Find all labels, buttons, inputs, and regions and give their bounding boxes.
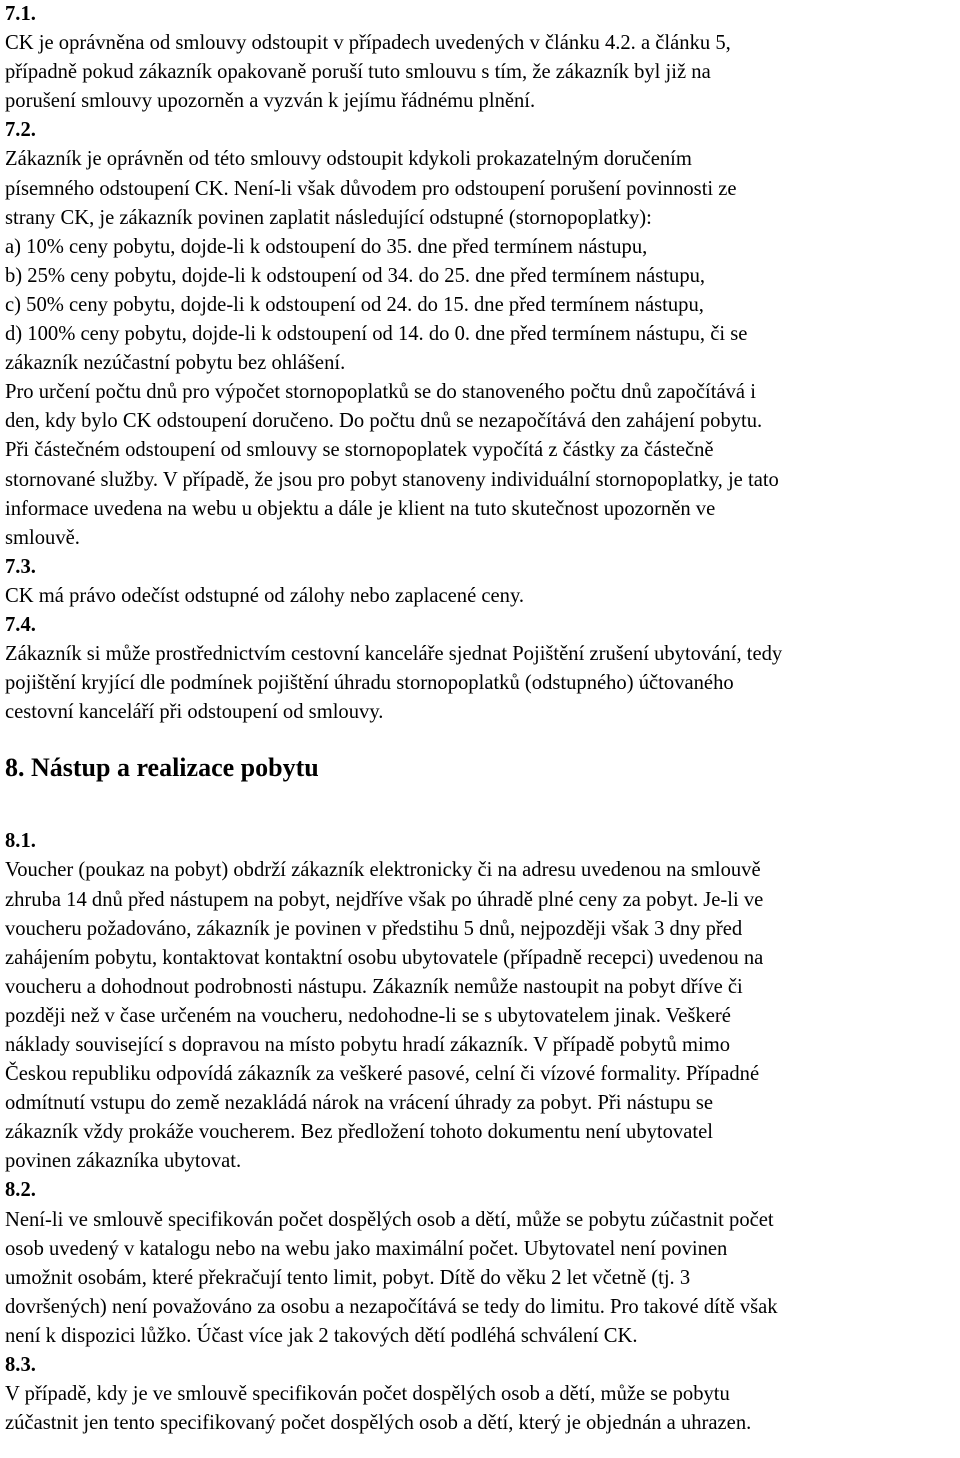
paragraph-line: Českou republiku odpovídá zákazník za veškeré pasové, celní či vízové formality. Případné [5, 1063, 760, 1086]
paragraph-line: voucheru a dohodnout podrobnosti nástupu. Zákazník nemůže nastoupit na pobyt dříve či [5, 975, 743, 998]
paragraph-line: porušení smlouvy upozorněn a vyzván k jejímu řádnému plnění. [5, 90, 536, 113]
paragraph-line: dovršených) není považováno za osobu a nezapočítává se tedy do limitu. Pro takové dítě však [5, 1295, 778, 1318]
paragraph-line: osob uvedený v katalogu nebo na webu jako maximální počet. Ubytovatel není povinen [5, 1237, 728, 1260]
paragraph-line: CK má právo odečíst odstupné od zálohy nebo zaplacené ceny. [5, 584, 525, 607]
paragraph-line: odmítnutí vstupu do země nezakládá nárok na vrácení úhrady za pobyt. Při nástupu se [5, 1092, 713, 1115]
paragraph-line: povinen zákazníka ubytovat. [5, 1150, 242, 1173]
paragraph-line: případně pokud zákazník opakovaně poruší tuto smlouvu s tím, že zákazník byl již na [5, 61, 711, 84]
document-page [5, 0, 957, 1438]
paragraph-line: umožnit osobám, které překračují tento limit, pobyt. Dítě do věku 2 let včetně (tj. 3 [5, 1266, 691, 1289]
paragraph-line: náklady související s dopravou na místo pobytu hradí zákazník. V případě pobytů mimo [5, 1034, 731, 1056]
paragraph-line: Není-li ve smlouvě specifikován počet dospělých osob a dětí, může se pobytu zúčastnit počet [5, 1208, 774, 1231]
section-number-7-4: 7.4. [5, 613, 36, 636]
paragraph-line: voucheru požadováno, zákazník je povinen v předstihu 5 dnů, nejpozději však 3 dny před [5, 917, 743, 940]
list-item-a: a) 10% ceny pobytu, dojde-li k odstoupení do 35. dne před termínem nástupu, [5, 235, 648, 258]
paragraph-line: den, kdy bylo CK odstoupení doručeno. Do počtu dnů se nezapočítává den zahájení pobytu. [5, 410, 763, 433]
paragraph-line: zhruba 14 dnů před nástupem na pobyt, nejdříve však po úhradě plné ceny za pobyt. Je-li ve [5, 888, 764, 911]
section-heading-8: 8. Nástup a realizace pobytu [5, 753, 319, 783]
paragraph-line: cestovní kanceláří při odstoupení od smlouvy. [5, 701, 384, 724]
paragraph-line: zúčastnit jen tento specifikovaný počet dospělých osob a dětí, který je objednán a uhrazen. [5, 1412, 752, 1435]
paragraph-line: strany CK, je zákazník povinen zaplatit následující odstupné (stornopoplatky): [5, 206, 652, 229]
section-number-8-3: 8.3. [5, 1354, 36, 1377]
paragraph-line: Pro určení počtu dnů pro výpočet stornopoplatků se do stanoveného počtu dnů započítává i [5, 381, 756, 404]
section-number-8-2: 8.2. [5, 1179, 36, 1202]
section-number-7-3: 7.3. [5, 555, 36, 578]
list-item-c: c) 50% ceny pobytu, dojde-li k odstoupení od 24. do 15. dne před termínem nástupu, [5, 293, 704, 316]
paragraph-line: zákazník vždy prokáže voucherem. Bez předložení tohoto dokumentu není ubytovatel [5, 1121, 713, 1144]
paragraph-line: Voucher (poukaz na pobyt) obdrží zákazník elektronicky či na adresu uvedenou na smlouvě [5, 859, 761, 882]
paragraph-line: Při částečném odstoupení od smlouvy se stornopoplatek vypočítá z částky za částečně [5, 439, 714, 462]
section-number-8-1: 8.1. [5, 830, 36, 853]
paragraph-line: CK je oprávněna od smlouvy odstoupit v případech uvedených v článku 4.2. a článku 5, [5, 32, 731, 55]
paragraph-line: zákazník nezúčastní pobytu bez ohlášení. [5, 352, 346, 375]
section-number-7-1: 7.1. [5, 3, 36, 25]
list-item-b: b) 25% ceny pobytu, dojde-li k odstoupení od 34. do 25. dne před termínem nástupu, [5, 264, 706, 287]
paragraph-line: V případě, kdy je ve smlouvě specifikován počet dospělých osob a dětí, může se pobytu [5, 1383, 730, 1406]
paragraph-line: stornované služby. V případě, že jsou pro pobyt stanoveny individuální stornopoplatky, je tato [5, 468, 779, 491]
paragraph-line: smlouvě. [5, 526, 80, 549]
paragraph-line: pojištění kryjící dle podmínek pojištění úhradu stornopoplatků (odstupného) účtovaného [5, 672, 734, 695]
section-number-7-2: 7.2. [5, 119, 36, 142]
paragraph-line: písemného odstoupení CK. Není-li však důvodem pro odstoupení porušení povinnosti ze [5, 177, 737, 200]
paragraph-line: později než v čase určeném na voucheru, nedohodne-li se s ubytovatelem jinak. Veškeré [5, 1004, 731, 1027]
paragraph-line: informace uvedena na webu u objektu a dále je klient na tuto skutečnost upozorněn ve [5, 497, 716, 520]
paragraph-line: není k dispozici lůžko. Účast více jak 2 takových dětí podléhá schválení CK. [5, 1324, 638, 1347]
paragraph-line: Zákazník si může prostřednictvím cestovní kanceláře sjednat Pojištění zrušení ubytování, tedy [5, 643, 783, 666]
paragraph-line: Zákazník je oprávněn od této smlouvy odstoupit kdykoli prokazatelným doručením [5, 148, 692, 171]
list-item-d: d) 100% ceny pobytu, dojde-li k odstoupení od 14. do 0. dne před termínem nástupu, či se [5, 323, 748, 346]
paragraph-line: zahájením pobytu, kontaktovat kontaktní osobu ubytovatele (případně recepci) uvedenou na [5, 946, 764, 969]
